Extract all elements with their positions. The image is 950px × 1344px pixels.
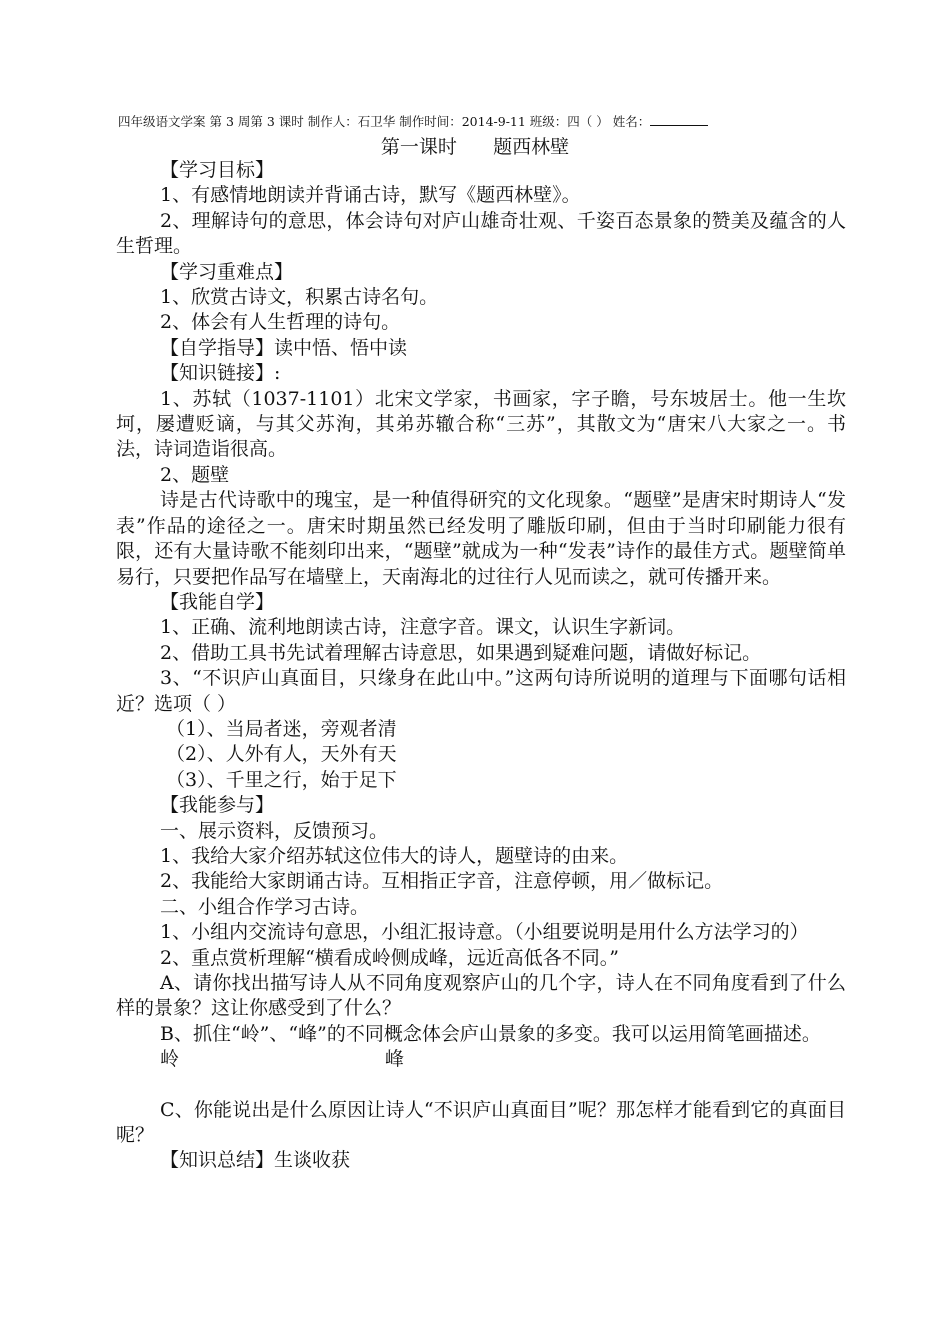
question-c: C、你能说出是什么原因让诗人“不识庐山真面目”呢？那怎样才能看到它的真面目呢？ xyxy=(116,1098,846,1147)
sketch-labels xyxy=(116,1047,846,1072)
learn-item-3: 3、“不识庐山真面目，只缘身在此山中。”这两句诗所说明的道理与下面哪句话相近？选项（ ） xyxy=(116,667,846,715)
goal-item-2: 2、理解诗句的意思，体会诗句对庐山雄奇壮观、千姿百态景象的赞美及蕴含的人生哲理。 xyxy=(116,209,846,258)
sketch-space xyxy=(116,1073,846,1098)
participate-item-1: 1、我给大家介绍苏轼这位伟大的诗人，题壁诗的由来。 xyxy=(160,844,629,867)
group-item-1: 1、小组内交流诗句意思，小组汇报诗意。（小组要说明是用什么方法学习的） xyxy=(160,921,809,944)
section-heading-knowledge-link: 【知识链接】: xyxy=(160,362,281,385)
page-header xyxy=(118,112,824,130)
goal-item-1: 1、有感情地朗读并背诵古诗，默写《题西林壁》。 xyxy=(160,184,581,207)
participate-item-2: 2、我能给大家朗诵古诗。互相指正字音，注意停顿，用／做标记。 xyxy=(160,870,724,893)
header-text: 四年级语文学案 第 3 周第 3 课时 制作人：石卫华 制作时间：2014-9-11 班级：四（ ） 姓名： xyxy=(118,114,651,129)
section-heading-summary: 【知识总结】生谈收获 xyxy=(160,1149,351,1172)
section-heading-goals: 【学习目标】 xyxy=(160,159,275,181)
section-heading-self-study: 【自学指导】读中悟、悟中读 xyxy=(160,336,408,359)
option-2: （2）、人外有人，天外有天 xyxy=(166,743,397,766)
section-heading-participate: 【我能参与】 xyxy=(160,794,275,817)
option-3: （3）、千里之行，始于足下 xyxy=(166,768,397,791)
question-b: B、抓住“岭”、“峰”的不同概念体会庐山景象的多变。我可以运用简笔画描述。 xyxy=(160,1022,821,1045)
knowledge-su-shi: 1、苏轼（1037-1101）北宋文学家，书画家，字子瞻，号东坡居士。他一生坎坷，屡遭贬谪，与其父苏洵，其弟苏辙合称“三苏”，其散文为“唐宋八大家之一。书法，诗词造诣很高。 xyxy=(116,387,846,461)
participate-part-1: 一、展示资料，反馈预习。 xyxy=(160,819,389,842)
key-point-2: 2、体会有人生哲理的诗句。 xyxy=(160,311,401,334)
learn-item-1: 1、正确、流利地朗读古诗，注意字音。课文，认识生字新词。 xyxy=(160,616,686,639)
lesson-title: 第一课时 题西林壁 xyxy=(380,136,570,158)
knowledge-tibi-text: 诗是古代诗歌中的瑰宝，是一种值得研究的文化现象。“题壁”是唐宋时期诗人“发表”作品的途径之一。唐宋时期虽然已经发明了雕版印刷，但由于当时印刷能力很有限，还有大量诗歌不能刻印出来，“题壁”就成为一种“发表”诗作的最佳方式。题壁简单易行，只要把作品写在墙壁上，天南海北的过往行人见而读之，就可传播开来。 xyxy=(116,489,846,588)
section-heading-i-can-learn: 【我能自学】 xyxy=(160,590,275,613)
document-body xyxy=(116,158,846,1174)
sketch-label-feng: 峰 xyxy=(385,1048,405,1071)
sketch-label-ling: 岭 xyxy=(160,1048,180,1071)
knowledge-tibi-heading: 2、题壁 xyxy=(160,463,230,486)
group-item-2: 2、重点赏析理解“横看成岭侧成峰，远近高低各不同。” xyxy=(160,946,620,969)
participate-part-2: 二、小组合作学习古诗。 xyxy=(160,895,370,918)
key-point-1: 1、欣赏古诗文，积累古诗名句。 xyxy=(160,286,439,309)
question-a: A、请你找出描写诗人从不同角度观察庐山的几个字，诗人在不同角度看到了什么样的景象？这让你感受到了什么？ xyxy=(116,972,846,1020)
learn-item-2: 2、借助工具书先试着理解古诗意思，如果遇到疑难问题，请做好标记。 xyxy=(160,641,762,664)
option-1: （1）、当局者迷，旁观者清 xyxy=(166,717,397,740)
section-heading-key-points: 【学习重难点】 xyxy=(160,260,294,283)
name-blank-line xyxy=(650,113,708,126)
